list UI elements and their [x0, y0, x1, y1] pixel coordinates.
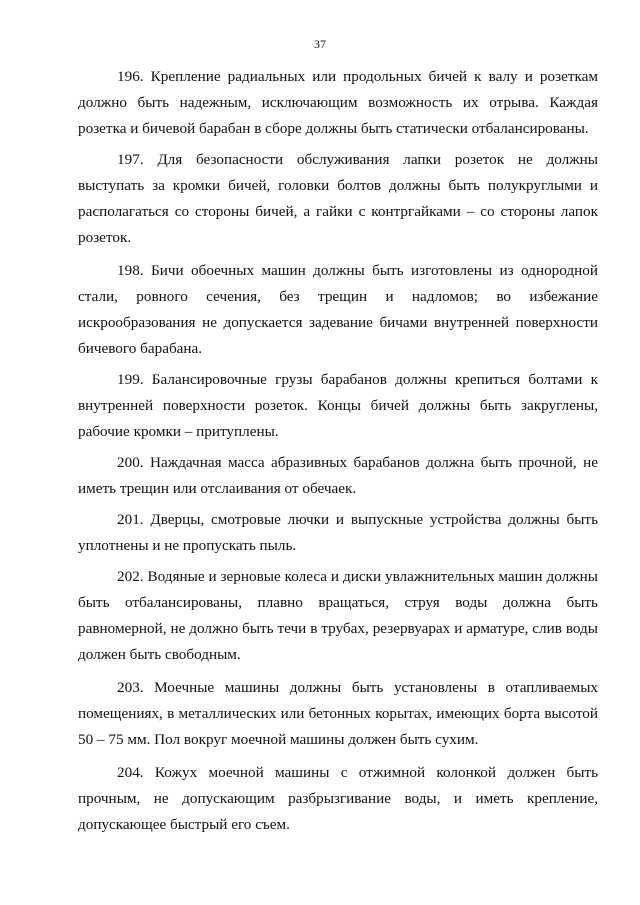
paragraph-197: 197. Для безопасности обслуживания лапки розеток не должны выступать за кромки бичей, головки болтов должны быть полукруглыми и располагаться со стороны бичей, а гайки с контргайками – со стороны лапок розеток.	[78, 151, 598, 246]
paragraph-196: 196. Крепление радиальных или продольных бичей к валу и розеткам должно быть надежным, исключающим возможность их отрыва. Каждая розетка и бичевой барабан в сборе должны быть статически отбалансированы.	[78, 68, 598, 137]
paragraph-203: 203. Моечные машины должны быть установлены в отапливаемых помещениях, в металлических или бетонных корытах, имеющих борта высотой 50 – 75 мм. Пол вокруг моечной машины должен быть сухим.	[78, 679, 598, 748]
page-number: 37	[314, 37, 326, 51]
paragraph-199: 199. Балансировочные грузы барабанов должны крепиться болтами к внутренней поверхности розеток. Концы бичей должны быть закруглены, рабочие кромки – притуплены.	[78, 371, 598, 440]
paragraph-200: 200. Наждачная масса абразивных барабанов должна быть прочной, не иметь трещин или отслаивания от обечаек.	[78, 454, 598, 497]
document-body	[78, 64, 598, 838]
paragraph-204: 204. Кожух моечной машины с отжимной колонкой должен быть прочным, не допускающим разбрызгивание воды, и иметь крепление, допускающее быстрый его съем.	[78, 764, 598, 833]
paragraph-198: 198. Бичи обоечных машин должны быть изготовлены из однородной стали, ровного сечения, без трещин и надломов; во избежание искрообразования не допускается задевание бичами внутренней поверхности бичевого барабана.	[78, 262, 598, 357]
paragraph-202: 202. Водяные и зерновые колеса и диски увлажнительных машин должны быть отбалансированы, плавно вращаться, струя воды должна быть равномерной, не должно быть течи в трубах, резервуарах и арматуре, слив воды должен быть свободным.	[78, 568, 598, 663]
paragraph-201: 201. Дверцы, смотровые лючки и выпускные устройства должны быть уплотнены и не пропускать пыль.	[78, 511, 598, 554]
